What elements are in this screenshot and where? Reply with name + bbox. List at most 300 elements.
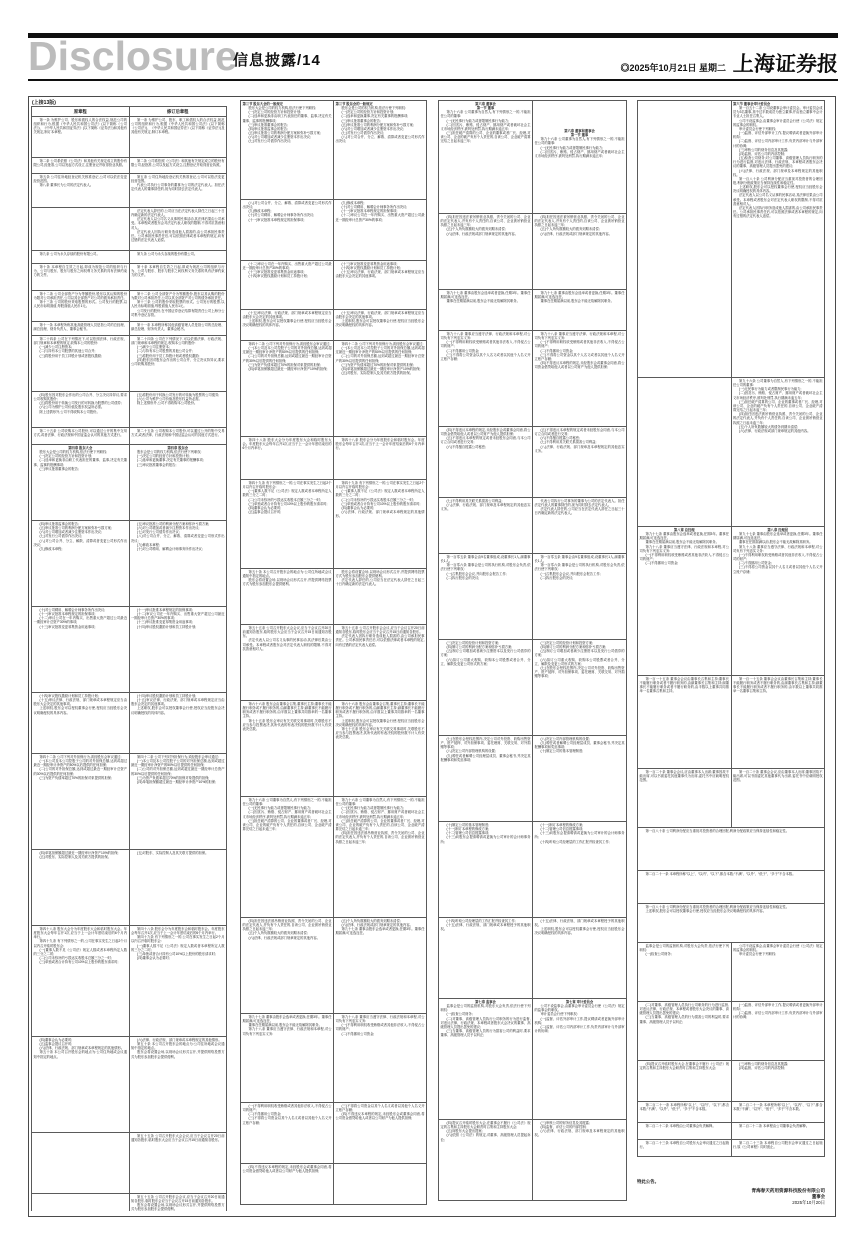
clause-paragraph: 股东会将设置会场,以现场会议形式召开,并提供网络投票方式为股东参加股东会提供便利。: [131, 1050, 225, 1059]
clause-paragraph: 第十条 本章程自生效之日起,即成为规范公司的组织与行为、公司与股东、股东与股东之间权利义务关系的具有法律约束力的文件。: [131, 265, 225, 278]
table-row: [241, 261, 427, 310]
after-cell: [533, 290, 627, 331]
clause-paragraph: (十四)审议股权激励计划和员工持股计划;: [341, 266, 401, 271]
after-cell: [533, 736, 627, 822]
after-cell: [533, 427, 627, 498]
clause-paragraph: (二)因贪污、贿赂、侵占财产、挪用财产或者破坏社会主义市场经济秩序,被判处刑罚,执行期满未逾五年;: [733, 391, 823, 400]
before-cell: [638, 1123, 732, 1140]
clause-paragraph: 除上述情形外,公司不得收购本公司股份。: [137, 401, 198, 406]
before-cell: [32, 291, 130, 322]
clause-paragraph: (一)董事人数不足《公司法》规定人数或者本章程所定人数的三分之二时;: [335, 489, 425, 498]
after-cell: [731, 1061, 825, 1102]
clause-paragraph: (四)单笔担保额超过最近一期经审计净资产10%的担保;: [137, 779, 216, 784]
clause-paragraph: (三)决定公司的经营计划和投资方案;: [540, 641, 594, 645]
clause-paragraph: (二)对董事、高级管理人员执行公司职务的行为进行监督,对违反法律、行政法规、本章程或者股东大会决议的董事、高级管理人员提出罢免的建议;: [440, 1016, 531, 1029]
clause-paragraph: 第一百八十条 公司利润分配应当重视对投资者的合理回报,利润分配政策应当保持连续性和稳定性。: [645, 829, 790, 833]
before-cell: [32, 251, 130, 264]
after-cell: [129, 264, 227, 291]
section-heading: 第八章 经理层: [767, 528, 789, 532]
before-cell: [32, 607, 130, 693]
clause-paragraph: (三)单独或者合计持有公司10%以上股份的股东请求时;: [39, 960, 119, 965]
table-row: [32, 1133, 227, 1194]
clause-paragraph: 第九十六条 公司董事为自然人,有下列情形之一的,不能担任公司的董事:: [242, 798, 332, 807]
clause-paragraph: 第六十六条 股东会由董事会召集,董事长主持;董事长不能履行职务或不履行职务的,由副董事长主持;副董事长不能履行职务或者不履行职务的,由半数以上董事共同推举的一名董事主持。: [335, 702, 425, 719]
clause-paragraph: 第一百零六条 董事会是公司的执行机构,对股东会负责,依法行使下列职权:: [534, 563, 625, 572]
after-cell: [129, 251, 227, 264]
clause-paragraph: 上述职权,股东会可以授权董事会行使,授权应当经股东会决议明确授权的具体内容。: [335, 319, 425, 328]
table-row: [32, 607, 227, 693]
before-cell: [32, 158, 130, 174]
table-row: [439, 554, 627, 640]
clause-paragraph: 第四十八条 股东大会分为年度股东大会和临时股东大会。年度股东大会每年召开1次,应当于上一会计年度结束后的6个月内举行。: [33, 927, 127, 940]
after-cell: [533, 498, 627, 554]
clause-paragraph: 第一百零五条 董事会由9名董事组成,设董事长1人,副董事长1人。: [534, 555, 625, 564]
clause-paragraph: 第一百八十条 公司利润分配应当重视对投资者的合理回报,利润分配政策应当保持连续性和稳定性。: [733, 176, 823, 185]
clause-paragraph: (二)不得挪用公司资金;: [446, 348, 480, 353]
clause-paragraph: (五)制订公司增加或者减少注册资本以及发行公司债券的方案;: [440, 649, 531, 658]
table-row: [638, 1002, 825, 1061]
clause-paragraph: (三)为资产负债率超过70%的担保对象提供的担保;: [39, 775, 112, 780]
clause-paragraph: 第一百一十五条 董事会会议由董事长召集和主持;董事长不能履行职务或者不履行职务的,由副董事长召集和主持;副董事长不能履行职务或者不履行职务的,由半数以上董事共同推举一名董事召集和主持。: [733, 677, 823, 694]
clause-paragraph: 第二百二十三条 本章程自公司股东大会审议通过之日起施行。: [639, 1141, 729, 1150]
clause-paragraph: (七)对发行公司债券作出决议;: [137, 530, 180, 535]
clause-paragraph: 法定代表人辞任的,公司应当在法定代表人辞任之日起三十日内确定新的法定代表人。: [335, 578, 425, 587]
clause-paragraph: (一)不得利用职权收受贿赂或者其他非法收入,不得侵占公司的财产;: [440, 340, 531, 349]
clause-paragraph: (五)审议批准公司的利润分配方案和弥补亏损方案;: [248, 131, 321, 136]
after-cell: [533, 1120, 627, 1201]
table-row: [638, 1102, 825, 1123]
clause-paragraph: (十五)审议法律、行政法规、部门规章或本章程规定应当由股东大会决定的其他事项。: [33, 698, 127, 707]
amendment-table-4: [637, 100, 825, 1157]
clause-paragraph: (一)本公司及本公司控股子公司的对外担保总额,达到或超过最近一期经审计净资产的50%以后提供的任何担保;: [131, 759, 225, 768]
clause-paragraph: (九)修改本章程;: [341, 201, 365, 205]
clause-paragraph: 第五十条 本公司召开股东会的地点为:公司住所地或会议通知中指定的地点。: [33, 1050, 127, 1059]
clause-paragraph: (十二)审议公司在一年内购买、出售重大资产超过公司最近一期经审计总资产30%的事项;: [242, 262, 332, 271]
after-cell: [334, 918, 427, 1014]
clause-paragraph: (七)对发行公司债券作出决议;: [248, 139, 292, 144]
clause-paragraph: (三)审核公司的财务信息及其披露;: [540, 1121, 590, 1125]
clause-paragraph: (六)法律、行政法规、部门规章或本章程规定的其他情形。: [335, 510, 425, 519]
clause-paragraph: 第十二条 公司全部资产分为等额股份,股东以其认购的股份为限对公司承担责任,公司以其全部资产对公司的债务承担责任。: [131, 292, 225, 301]
table-row: [32, 158, 227, 174]
clause-paragraph: (五)个人所负数额较大的债务到期未清偿;: [248, 931, 308, 936]
clause-paragraph: 第十条 本章程自生效之日起,即成为规范公司的组织与行为、公司与股东、股东与股东之间权利义务关系的具有法律约束力的文件。: [33, 265, 127, 278]
clause-paragraph: (十二)审议公司在一年内购买、出售重大资产超过公司最近一期经审计总资产30%的事项;: [131, 612, 225, 621]
clause-paragraph: (六)法律、行政法规或部门规章规定的其他内容。: [341, 923, 413, 928]
clause-paragraph: (六)公司为维护公司价值及股东权益所必需。: [39, 405, 105, 410]
clause-paragraph: 股东会将设置会场,以现场会议形式召开,并提供网络投票方式为股东参加股东会提供便利。: [335, 570, 425, 579]
after-cell: [129, 428, 227, 445]
clause-paragraph: (一)决定公司的经营方针和投资计划;: [248, 110, 302, 115]
clause-paragraph: (九)聘任或者解聘公司经理层成员、董事会秘书,并决定其报酬事项和奖惩事项;: [440, 753, 531, 762]
table-row: [439, 822, 627, 918]
clause-paragraph: (四)董事会认为必要时;: [137, 956, 170, 961]
clause-paragraph: (三)不得将公司资金以其个人名义或者以其他个人名义开立账户存储;: [733, 565, 823, 574]
clause-paragraph: (一)决定公司的经营方针和投资计划;: [341, 110, 395, 115]
clause-paragraph: 第四十八条 股东大会分为年度股东大会和临时股东大会。年度股东大会每年召开1次,应当于上一会计年度结束后的6个月内举行。: [242, 438, 332, 451]
clause-paragraph: (三)担任破产清算的公司、企业的董事或者厂长、经理,对该公司、企业的破产负有个人责任的,自该公司、企业破产清算完结之日起未逾三年;: [440, 131, 531, 144]
after-cell: [334, 625, 427, 701]
clause-paragraph: (二)公司未弥补的亏损达实收股本总额三分之一时;: [341, 497, 414, 502]
clause-paragraph: 股东会是公司的权力机构,依法行使下列职权:: [137, 450, 202, 455]
clause-paragraph: (四)不得违反本章程的规定,未经股东会或董事会同意,将公司资金借贷给他人或者以公司财产为他人提供担保;: [440, 428, 531, 437]
clause-paragraph: (六)对公司增加或者减少注册资本作出决议;: [248, 135, 311, 140]
amendment-table-3: [438, 100, 627, 1211]
clause-paragraph: (二)公司的对外担保总额,达到或超过最近一期经审计总资产的30%以后提供的任何担保;: [335, 354, 425, 363]
before-cell: [638, 769, 732, 828]
clause-paragraph: (十一)审议批准本章程规定的担保事项;: [39, 612, 96, 617]
clause-paragraph: (十)制定公司的基本管理制度;: [540, 749, 584, 754]
clause-paragraph: (六)不得擅自披露公司秘密;: [540, 436, 580, 441]
before-cell: [32, 322, 130, 336]
clause-paragraph: (三)单独或者合计持有公司10%以上股份的股东请求时;: [341, 501, 421, 506]
clause-paragraph: (七)对发行公司债券作出决议;: [341, 131, 385, 136]
table-row: [439, 290, 627, 331]
after-cell: [731, 943, 825, 1002]
before-cell: [439, 918, 533, 999]
signature-lines: [637, 1188, 825, 1206]
clause-paragraph: 第二条 公司系依照《公司法》和其他有关规定成立的股份有限公司,经批准,公司以发起方式设立,注册登记并取得营业执照。: [33, 159, 127, 168]
before-cell: [241, 569, 334, 625]
clause-paragraph: (十一)制订本章程的修改方案;: [446, 827, 490, 832]
after-cell: [334, 101, 427, 200]
clause-paragraph: (四)不得违反本章程的规定,未经股东会或董事会同意,将公司资金借贷给他人或者以公司财产为他人提供担保;: [534, 361, 625, 370]
clause-paragraph: 第五十五条 公司召开股东会会议,应当于会议召开20日前通知各股东,临时股东会应当于会议召开15日前通知各股东。: [335, 626, 425, 635]
table-row: [439, 331, 627, 427]
clause-paragraph: (五)对股东、实际控制人及其关联方提供的担保。: [341, 371, 413, 376]
clause-paragraph: (四)监督、评估公司的内部控制;: [739, 1066, 785, 1071]
clause-paragraph: (四)提议召开临时股东大会,在董事会不履行《公司法》规定的召集和主持股东大会职责时召集和主持股东大会;: [639, 1062, 729, 1071]
clause-paragraph: 上述职权,股东会可以授权董事会行使,授权应当经股东会决议明确授权的具体内容。: [242, 319, 332, 328]
clause-paragraph: (二)选举和更换非由职工代表担任的董事、监事,决定有关董事、监事的报酬事项;: [242, 114, 332, 123]
before-cell: [241, 918, 334, 1014]
clause-paragraph: 第九条 公司为永久存续的股份有限公司。: [137, 252, 198, 256]
clause-paragraph: (二)与持有本公司股票的其他公司合并;: [39, 349, 96, 354]
table-row: [241, 341, 427, 437]
clause-paragraph: 第九十六条 公司董事为自然人,有下列情形之一的,不能担任公司的董事:: [440, 110, 531, 119]
after-cell: [129, 336, 227, 392]
table-row: [32, 174, 227, 208]
clause-paragraph: (十二)管理公司信息披露事项;: [540, 827, 584, 832]
clause-paragraph: (五)个人所负数额较大的债务到期未清偿;: [446, 227, 506, 232]
before-cell: [241, 1164, 334, 1205]
clause-paragraph: (二)监督、评估公司内部审计工作,负责内部审计与外部审计的协调;: [733, 139, 823, 148]
clause-paragraph: 第二百二十三条 本章程自公司股东会审议通过之日起施行,原《公司章程》同时废止。: [733, 1141, 823, 1150]
before-cell: [32, 336, 130, 392]
announcement-date: 2025年10月20日: [792, 1200, 825, 1205]
clause-paragraph: 第九十八条 董事应当遵守法律、行政法规和本章程,对公司负有下列忠实义务:: [440, 332, 531, 341]
table-row: [439, 214, 627, 290]
clause-paragraph: (八)对公司合并、分立、解散、清算或者变更公司形式作出决议;: [242, 201, 332, 210]
clause-paragraph: 第九十七条 董事由股东会选举或者更换,任期3年。董事任期届满,可连选连任。: [440, 291, 531, 300]
table-row: [32, 392, 227, 428]
clause-paragraph: (十四)审议股权激励计划和员工持股计划;: [137, 694, 197, 698]
after-cell: [334, 701, 427, 797]
before-cell: [439, 101, 533, 214]
clause-paragraph: (六)法律、行政法规、部门规章及本章程规定的其他职权。: [733, 168, 823, 177]
table-row: [638, 1123, 825, 1140]
after-cell: [334, 1103, 427, 1164]
clause-paragraph: 第四十二条 公司下列对外担保行为,须经股东会审议通过:: [137, 755, 219, 759]
clause-paragraph: 股东会是公司的权力机构,依法行使下列职权:: [341, 106, 406, 111]
clause-paragraph: 法定代表人以公司名义从事的民事活动,其法律后果由公司承受。本章程或者股东会对法定代表人职权的限制,不得对抗善意相对人。: [733, 193, 823, 206]
clause-paragraph: (三)担任破产清算的公司、企业的董事或者厂长、经理,对该公司、企业的破产负有个人责任的,自该公司、企业破产清算完结之日起未逾三年;: [335, 818, 425, 832]
clause-paragraph: (八)决定公司内部管理机构的设置;: [540, 737, 590, 741]
table-row: [241, 1164, 427, 1205]
clause-paragraph: (十五)法律、行政法规、部门规章或本章程授予的其他职权。: [440, 923, 531, 932]
clause-paragraph: (十)对公司聘用、解聘会计师事务所作出决议;: [39, 608, 106, 612]
clause-paragraph: (三)当董事、高级管理人员的行为损害公司的利益时,要求董事、高级管理人员予以纠正;: [639, 1015, 729, 1024]
before-cell: [638, 1102, 732, 1123]
after-cell: [731, 101, 825, 378]
clause-paragraph: 第四十二条 公司下列对外担保行为,须经股东会审议通过:: [248, 342, 331, 346]
clause-paragraph: 代表公司执行公司事务的董事为公司的法定代表人。担任法定代表人的董事辞任的,视为同时辞去法定代表人。: [131, 183, 225, 192]
table-row: [32, 117, 227, 158]
clause-paragraph: (三)审议批准董事会的报告;: [137, 462, 177, 467]
clause-paragraph: 第五十五条 公司召开股东大会会议,应当于会议召开20日前通知各股东,临时股东大会应当于会议召开15日前通知各股东。: [242, 626, 332, 639]
clause-paragraph: 法定代表人以公司名义从事的民事活动,其法律后果由公司承受。本章程或者股东会对法定代表人职权的限制,不得对抗善意相对人。: [242, 638, 332, 651]
table-row: [439, 498, 627, 554]
clause-paragraph: (一)无民事行为能力或者限制民事行为能力;: [248, 806, 311, 811]
clause-paragraph: 第四十九条 有下列情形之一的,公司在事实发生之日起2个月以内召开临时股东会:: [335, 481, 425, 490]
before-cell: [241, 625, 334, 701]
after-cell: [129, 754, 227, 850]
clause-paragraph: (十三)审议批准变更募集资金用途事项;: [341, 262, 398, 266]
clause-paragraph: 第五十条 本公司召开股东会的地点为:公司住所地或会议通知中指定的地点。: [131, 1042, 225, 1051]
after-cell: [731, 527, 825, 676]
clause-paragraph: (七)对发行公司债券作出决议;: [39, 534, 83, 539]
after-cell: [533, 999, 627, 1120]
company-name: 青海春天药用资源科技股份有限公司: [751, 1188, 825, 1193]
after-cell: [129, 117, 227, 158]
clause-paragraph: (三)不得将公司资金以其个人名义或者以其他个人名义开立账户存储;: [335, 1104, 425, 1113]
before-cell: [638, 1140, 732, 1157]
clause-paragraph: (九)修改本章程;: [39, 546, 63, 551]
after-cell: [334, 569, 427, 625]
clause-paragraph: (三)审议批准董事会的报告;: [341, 118, 381, 123]
merged-cell: [638, 828, 825, 871]
clause-paragraph: (一)检查公司财务;: [645, 952, 672, 957]
clause-paragraph: 第十一条 本章程所称其他高级管理人员是指公司的总经理、副总经理、财务负责人、董事会秘书。: [33, 323, 127, 332]
clause-paragraph: (五)审议批准公司的利润分配方案和弥补亏损方案;: [341, 122, 414, 127]
clause-paragraph: (四)担任因违法被吊销营业执照、责令关闭的公司、企业的法定代表人,并负有个人责任的,自该公司、企业被吊销营业执照之日起未逾三年;: [335, 831, 425, 844]
clause-paragraph: 第四十八条 股东会分为年度股东会和临时股东会。年度股东会每年召开1次,应当于上一会计年度结束后的6个月内举行。: [335, 438, 425, 451]
after-cell: [334, 200, 427, 261]
after-cell: [533, 331, 627, 427]
clause-paragraph: (一)无民事行为能力或者限制民事行为能力;: [540, 145, 603, 150]
clause-paragraph: (二)选举和更换非由职工代表担任的董事、监事,决定有关董事、监事的报酬事项;: [33, 458, 127, 467]
clause-paragraph: (一)减少公司注册资本;: [39, 345, 73, 350]
after-cell: [129, 926, 227, 1037]
table-row: [439, 427, 627, 498]
clause-paragraph: (一)本公司及本公司控股子公司的对外担保总额,达到或超过最近一期经审计净资产的50%以后提供的任何担保;: [335, 346, 425, 355]
before-cell: [241, 200, 334, 261]
after-cell: [129, 521, 227, 607]
table-row: [638, 378, 825, 527]
clause-paragraph: 公司不设监事会,由董事会审计委员会行使《公司法》规定的监事会的职权。: [733, 118, 823, 127]
table-row: [241, 797, 427, 918]
table-row: [439, 999, 627, 1120]
after-cell: [129, 322, 227, 336]
clause-heading: 第三节 股东大会的一般规定: [242, 102, 283, 106]
section-heading: 第六章 董事会: [475, 102, 496, 106]
before-cell: [638, 527, 732, 676]
clause-paragraph: (二)执行股东会的决议;: [446, 575, 480, 580]
clause-paragraph: (四)单笔担保额超过最近一期经审计净资产10%的担保;: [39, 851, 119, 855]
clause-paragraph: 第四十八条 股东会分为年度股东会和临时股东会。年度股东会每年召开1次,应当于上一会计年度结束后的6个月内举行。: [131, 927, 225, 936]
clause-paragraph: (五)制订公司增加或者减少注册资本以及发行公司债券的方案;: [534, 649, 625, 658]
table-row: [241, 701, 427, 797]
clause-paragraph: 董事在任期届满以前,股东会不能无故解除其职务。: [540, 299, 614, 304]
clause-paragraph: (一)检查公司财务;: [446, 1012, 473, 1017]
merged-cell: [638, 871, 825, 904]
table-row: [32, 693, 227, 754]
after-cell: [129, 208, 227, 251]
clause-paragraph: 第一百二十条 董事会会议,应由董事本人出席;董事因故不能出席,可以书面委托其他董事代为出席,委托书中应载明授权范围。: [639, 770, 729, 783]
table-row: [439, 1120, 627, 1201]
clause-paragraph: (四)担任因违法被吊销营业执照、责令关闭的公司、企业的法定代表人,并负有个人责任的,自该公司、企业被吊销营业执照之日起未逾三年;: [242, 919, 332, 932]
amendment-table-3: [438, 100, 627, 1201]
clause-paragraph: (十二)管理公司信息披露事项;: [446, 831, 490, 836]
clause-paragraph: 上述职权,股东会可以授权董事会行使,授权应当经股东会决议明确授权的具体内容。: [131, 706, 225, 715]
clause-paragraph: (一)决定公司的经营方针和投资计划;: [137, 454, 190, 459]
clause-paragraph: (十四)审议股权激励计划和员工持股计划;: [248, 274, 308, 279]
before-cell: [638, 1002, 732, 1061]
clause-paragraph: (一)本公司及本公司控股子公司的对外担保总额,达到或超过最近一期经审计净资产的50%以后提供的任何担保;: [242, 346, 332, 355]
continued-from-note: (上接13版): [32, 100, 56, 106]
clause-paragraph: 第九十六条 公司董事为自然人,有下列情形之一的,不能担任公司的董事:: [733, 379, 823, 388]
clause-paragraph: 上述职权,股东会可以授权董事会行使,授权应当经股东会决议明确授权的具体内容。: [33, 706, 127, 715]
table-row: [439, 736, 627, 822]
clause-paragraph: 第二百二十二条 本章程由公司董事会负责解释。: [645, 1124, 716, 1128]
section-heading: 第七章 审计委员会: [565, 1000, 594, 1004]
clause-paragraph: (三)不得将公司资金以其个人名义或者以其他个人名义开立账户存储;: [440, 352, 531, 361]
clause-paragraph: (四)担任因违法被吊销营业执照、责令关闭的公司、企业的法定代表人,并负有个人责任的,自该公司、企业被吊销营业执照之日起未逾三年;: [440, 215, 531, 228]
clause-paragraph: 董事在任期届满以前,股东会不能无故解除其职务。: [739, 540, 813, 545]
clause-paragraph: (二)与持有本公司股票的其他公司合并;: [137, 349, 193, 354]
clause-paragraph: (十一)审议批准本章程规定的担保事项;: [248, 217, 305, 222]
clause-paragraph: 股东大会是公司的权力机构,依法行使下列职权:: [39, 450, 108, 455]
clause-paragraph: 第九十八条 董事应当遵守法律、行政法规和本章程,对公司负有下列忠实义务:: [335, 1015, 425, 1024]
after-cell: [334, 1014, 427, 1103]
after-cell: [334, 437, 427, 480]
column-header: 修订后章程: [129, 107, 227, 117]
clause-paragraph: (二)选举和更换董事,决定有关董事的报酬事项;: [137, 458, 204, 463]
clause-paragraph: (八)法律、行政法规、部门规章及本章程规定的其他忠实义务。: [440, 503, 531, 512]
clause-paragraph: (五)向股东大会提出提案;: [446, 1129, 483, 1134]
before-cell: [241, 797, 334, 918]
clause-paragraph: (五)审议批准公司的利润分配方案和弥补亏损方案;: [39, 526, 112, 531]
table-row: [638, 1061, 825, 1102]
clause-paragraph: 第五十条 本公司召开股东会的地点为:公司住所地或会议通知中指定的地点。: [242, 570, 332, 579]
clause-paragraph: 第二十四条 公司在下列情况下,可以依照法律、行政法规、部门规章和本章程的规定,收购本公司的股份:: [131, 337, 225, 346]
clause-paragraph: 第九十八条 董事应当遵守法律、行政法规和本章程,对公司负有下列忠实义务:: [733, 544, 823, 553]
clause-paragraph: 第四十二条 公司下列对外担保行为,须经股东会审议通过:: [39, 755, 122, 759]
table-row: [32, 251, 227, 264]
clause-paragraph: (一)监督、评估外部审计工作,提议聘请或者更换外部审计机构;: [534, 1016, 625, 1025]
before-cell: [32, 1037, 130, 1133]
clause-paragraph: 审计委员会行使下列职权:: [739, 126, 777, 131]
clause-paragraph: (二)因贪污、贿赂、侵占财产、挪用财产或者破坏社会主义市场经济秩序,被判处刑罚,执行期满未逾五年;: [335, 810, 425, 819]
clause-paragraph: 法定代表人因执行职务造成他人损害的,由公司承担民事责任。公司承担民事责任后,可以依照法律或者本章程的规定,向有过错的法定代表人追偿。: [131, 229, 225, 243]
before-cell: [638, 1061, 732, 1102]
newspaper-masthead: 上海证券报: [732, 52, 839, 76]
before-cell: [439, 640, 533, 736]
clause-paragraph: (五)个人所负数额较大的债务到期未清偿;: [540, 227, 600, 232]
clause-paragraph: (二)不得挪用公司资金;: [645, 561, 679, 566]
clause-paragraph: (五)审议批准公司的利润分配方案和弥补亏损方案;: [137, 522, 210, 526]
table-row: [32, 445, 227, 521]
amendment-table-4: [637, 100, 825, 1170]
clause-paragraph: 第二百二十二条 本章程由公司董事会负责解释。: [739, 1124, 810, 1128]
after-cell: [533, 640, 627, 736]
before-cell: [439, 498, 533, 554]
clause-paragraph: (十)制定公司的基本管理制度;: [446, 823, 490, 827]
clause-paragraph: 第二百二十一条 本章程所称“以上”、“以内”、“以下”,都含本数;“不满”、“以外”、“低于”、“多于”不含本数。: [733, 1103, 823, 1112]
clause-paragraph: (四)董事会认为必要时;: [39, 1038, 73, 1042]
clause-paragraph: 法定代表人因执行职务造成他人损害的,由公司承担民事责任。公司承担民事责任后,可以依照法律或者本章程的规定,向有过错的法定代表人追偿。: [335, 634, 425, 647]
clause-paragraph: 股东会将设置会场,以现场会议形式召开,并提供网络投票方式为股东参加股东会提供便利。: [131, 1203, 225, 1211]
table-row: [241, 310, 427, 341]
table-row: [32, 1194, 227, 1212]
clause-paragraph: (二)不得挪用公司资金;: [540, 348, 574, 353]
merged-cell: [638, 904, 825, 943]
clause-paragraph: (四)监督、评估公司的内部控制;: [540, 1125, 587, 1130]
table-row: [638, 943, 825, 1002]
clause-paragraph: 第九十八条 董事应当遵守法律、行政法规和本章程,对公司负有下列忠实义务:: [534, 332, 625, 341]
clause-paragraph: (一)减少公司注册资本;: [137, 345, 170, 350]
table-row: [32, 926, 227, 1037]
clause-paragraph: (八)对公司合并、分立、解散、清算或者变更公司形式作出决议;: [335, 135, 425, 144]
table-row: [32, 291, 227, 322]
clause-paragraph: (六)法律、行政法规、部门规章或本章程规定的其他情形。: [137, 1038, 222, 1042]
issue-date: ◎2025年10月21日 星期二: [620, 63, 726, 73]
clause-paragraph: 第四十二条 公司下列对外担保行为,须经股东会审议通过:: [341, 342, 424, 346]
clause-paragraph: 第一百二十条 董事会会议,应由董事本人出席;董事因故不能出席,可以书面委托其他董事代为出席,委托书中应载明授权范围。: [733, 770, 823, 783]
clause-paragraph: (九)聘任或者解聘公司经理层成员、董事会秘书,并决定其报酬事项和奖惩事项;: [534, 741, 625, 750]
clause-paragraph: (五)个人所负数额较大的债务到期未清偿;: [739, 424, 799, 429]
table-row: [638, 904, 825, 943]
clause-paragraph: 第一百一十五条 董事会会议由董事长召集和主持;董事长不能履行职务或者不履行职务的,由副董事长召集和主持;副董事长不能履行职务或者不履行职务的,由半数以上董事共同推举一名董事召集和主持。: [639, 677, 729, 694]
clause-paragraph: 第九十八条 董事应当遵守法律、行政法规和本章程,对公司负有下列忠实义务:: [242, 1027, 332, 1036]
clause-paragraph: (一)不得利用职权收受贿赂或者其他非法收入,不得侵占公司的财产;: [733, 552, 823, 562]
after-cell: [533, 918, 627, 999]
section-heading: 第八章 总经理: [673, 528, 695, 532]
table-row: [32, 754, 227, 850]
clause-paragraph: (二)公司的对外担保总额,达到或超过最近一期经审计总资产的30%以后提供的任何担保;: [242, 354, 332, 363]
clause-paragraph: (六)法律、行政法规、部门规章或本章程规定的其他情形。: [39, 1046, 125, 1051]
after-cell: [334, 1164, 427, 1205]
clause-paragraph: 第九十七条 董事由股东会选举或者更换,任期3年。董事任期届满,可连选连任。: [335, 927, 425, 936]
clause-paragraph: (八)对公司合并、分立、解散、清算或者变更公司形式作出决议;: [33, 538, 127, 547]
clause-paragraph: (四)担任因违法被吊销营业执照、责令关闭的公司、企业的法定代表人,并负有个人责任的,自该公司、企业被吊销营业执照之日起未逾三年;: [534, 215, 625, 228]
before-cell: [32, 850, 130, 926]
after-cell: [129, 1037, 227, 1133]
clause-paragraph: 第二十四条 公司在下列情况下,可以依照法律、行政法规、部门规章和本章程的规定,收购本公司的股份:: [33, 337, 127, 346]
after-cell: [731, 378, 825, 527]
clause-paragraph: (四)股东因对股东会作出的公司合并、分立决议持异议,要求公司收购其股份;: [33, 393, 127, 402]
before-cell: [241, 437, 334, 480]
clause-paragraph: (四)制订公司的利润分配方案和弥补亏损方案;: [540, 645, 607, 650]
clause-paragraph: (十四)审议股权激励计划和员工持股计划;: [39, 694, 99, 698]
clause-paragraph: 公司不设监事会,由董事会审计委员会行使《公司法》规定的监事会的职权。: [733, 944, 823, 953]
clause-paragraph: (一)不得利用职权收受贿赂或者其他非法收入,不得侵占公司的财产;: [242, 1104, 332, 1113]
clause-paragraph: (六)不得擅自披露公司秘密;: [446, 444, 486, 449]
clause-paragraph: 董事在任期届满以前,股东会不能无故解除其职务。: [446, 299, 520, 304]
before-cell: [439, 554, 533, 640]
clause-paragraph: (五)将股份用于转换公司发行的可转换为股票的公司债券;: [39, 401, 122, 406]
after-cell: [129, 1133, 227, 1194]
